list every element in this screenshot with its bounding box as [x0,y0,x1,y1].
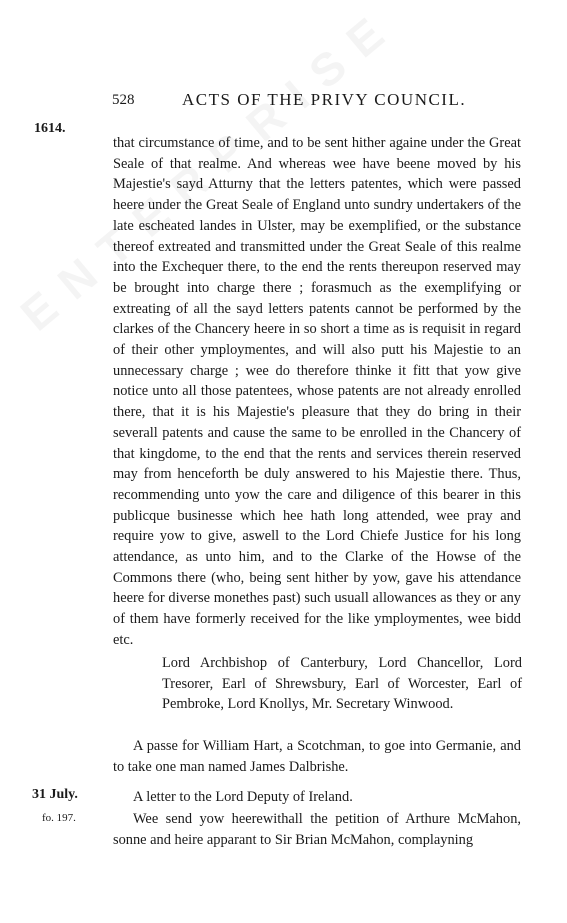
margin-folio: fo. 197. [42,812,76,824]
margin-year: 1614. [34,121,66,136]
main-paragraph-text: that circumstance of time, and to be sent hither againe under the Great Seale of that realme. And whereas wee have beene moved by his Majestie's sayd Atturny that the letters patentes, which were passed heere under the Great Seale of England unto sundry undertakers of the late escheated landes in Ulster, may be exemplified, or the substance thereof extreated and transmitted under the Great Seale of this realme into the Exchequer there, to the end the rents thereupon reserved may be brought into charge there ; forasmuch as the exemplifying or extreating of all the sayd letters patents cannot be performed by the clarkes of the Chancery heere in so short a time as is requisit in regard of their other ymploymentes, and will also putt his Majestie to an unnecessary charge ; wee do therefore thinke it fitt that yow give notice unto all those patentees, whose patents are not already enrolled there, that it is his Majestie's pleasure that they do bring in their severall patents and cause the same to be enrolled in the Chancery of that kingdome, to the end that the rents and services therein reserved may from henceforth be duly answered to his Majestie there. Thus, recommending unto yow the care and diligence of this bearer in this publicque businesse which hee hath long attended, wee pray and require yow to give, aswell to the Lord Chiefe Justice for his long attendance, as unto him, and to the Clarke of the Howse of the Commons there (who, being sent hither by yow, gave his attendance heere for diverse monethes past) such usuall allowances as they or any of them have formerly received for the like ymploymentes, wee bidd etc. [113,135,521,648]
signatories: Lord Archbishop of Canterbury, Lord Chancellor, Lord Tresorer, Earl of Shrewsbury, Earl of Worcester, Earl of Pembroke, Lord Knollys, Mr. Secretary Winwood. [162,655,522,713]
passe-entry [113,736,521,777]
margin-date: 31 July. [32,787,78,802]
main-paragraph [113,133,521,651]
letter-text-body: Wee send yow heerewithall the petition of Arthure McMahon, sonne and heire apparant to Sir Brian McMahon, complayning [113,811,521,848]
letter-text [113,809,521,850]
letter-heading [113,787,521,808]
letter-heading-text: A letter to the Lord Deputy of Ireland. [133,789,353,805]
passe-entry-text: A passe for William Hart, a Scotchman, to goe into Germanie, and to take one man named James Dalbrishe. [113,738,521,775]
running-title: ACTS OF THE PRIVY COUNCIL. [182,90,467,109]
page-number: 528 [112,92,135,108]
